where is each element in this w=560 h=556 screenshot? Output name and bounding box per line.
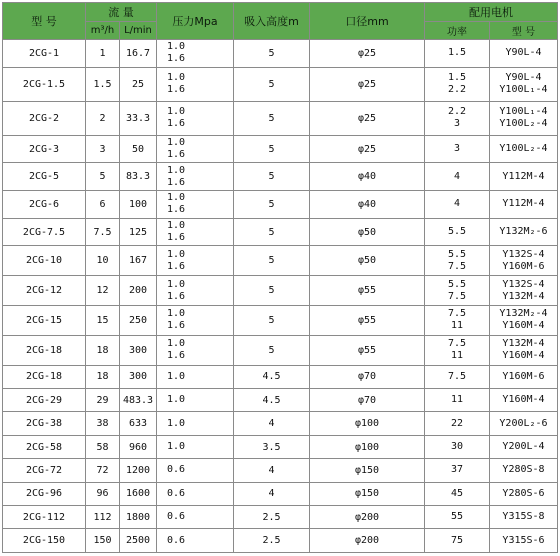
cell-model: 2CG-18 bbox=[3, 365, 86, 388]
cell-pressure bbox=[157, 246, 234, 276]
cell-power-line: 2.2 bbox=[447, 84, 467, 96]
cell-flow-lmin: 25 bbox=[120, 67, 157, 101]
cell-pressure bbox=[157, 335, 234, 365]
table-row bbox=[3, 276, 558, 306]
cell-power-line: 4 bbox=[453, 198, 461, 210]
cell-power-line: 37 bbox=[450, 464, 464, 476]
cell-power bbox=[425, 435, 490, 458]
cell-power bbox=[425, 40, 490, 68]
cell-motor-model-line: Y160M-4 bbox=[502, 394, 545, 406]
table-row bbox=[3, 335, 558, 365]
cell-pressure-line: 1.6 bbox=[167, 204, 186, 216]
cell-caliber: φ50 bbox=[310, 246, 425, 276]
cell-suction-height: 5 bbox=[234, 67, 310, 101]
cell-flow-lmin: 83.3 bbox=[120, 163, 157, 191]
cell-flow-lmin: 960 bbox=[120, 435, 157, 458]
cell-suction-height: 4.5 bbox=[234, 365, 310, 388]
table-row bbox=[3, 191, 558, 219]
cell-suction-height: 5 bbox=[234, 335, 310, 365]
cell-motor-model bbox=[490, 365, 558, 388]
cell-model: 2CG-10 bbox=[3, 246, 86, 276]
cell-power-line: 4 bbox=[453, 170, 461, 182]
cell-suction-height: 4.5 bbox=[234, 389, 310, 412]
cell-power-line: 7.5 bbox=[447, 290, 467, 302]
cell-power-line: 11 bbox=[450, 320, 464, 332]
cell-pressure-line: 1.0 bbox=[167, 106, 186, 118]
cell-pressure-line: 0.6 bbox=[167, 534, 186, 546]
table-row bbox=[3, 135, 558, 163]
cell-flow-lmin: 250 bbox=[120, 306, 157, 336]
cell-pressure bbox=[157, 435, 234, 458]
cell-motor-model bbox=[490, 482, 558, 505]
cell-model: 2CG-72 bbox=[3, 459, 86, 482]
cell-motor-model-line: Y132M₂-6 bbox=[499, 226, 548, 238]
cell-caliber: φ150 bbox=[310, 459, 425, 482]
cell-power-line: 5.5 bbox=[447, 248, 467, 260]
cell-motor-model bbox=[490, 218, 558, 246]
cell-motor-model bbox=[490, 389, 558, 412]
cell-suction-height: 5 bbox=[234, 218, 310, 246]
cell-suction-height: 2.5 bbox=[234, 529, 310, 553]
table-row bbox=[3, 435, 558, 458]
cell-power-line: 1.5 bbox=[447, 72, 467, 84]
cell-motor-model-line: Y90L-4 bbox=[505, 47, 542, 59]
cell-flow-m3h: 29 bbox=[86, 389, 120, 412]
cell-motor-model bbox=[490, 506, 558, 529]
table-row bbox=[3, 218, 558, 246]
cell-caliber: φ40 bbox=[310, 163, 425, 191]
cell-motor-model-line: Y132M-4 bbox=[502, 290, 545, 302]
cell-suction-height: 5 bbox=[234, 40, 310, 68]
cell-caliber: φ50 bbox=[310, 218, 425, 246]
header-caliber: 口径mm bbox=[310, 3, 425, 40]
header-motor: 配用电机 bbox=[425, 3, 558, 22]
cell-power-line: 30 bbox=[450, 441, 464, 453]
cell-caliber: φ55 bbox=[310, 276, 425, 306]
cell-model: 2CG-5 bbox=[3, 163, 86, 191]
cell-model: 2CG-38 bbox=[3, 412, 86, 435]
cell-pressure-line: 1.6 bbox=[167, 118, 186, 130]
cell-motor-model bbox=[490, 276, 558, 306]
cell-pressure bbox=[157, 459, 234, 482]
cell-pressure-line: 1.0 bbox=[167, 248, 186, 260]
cell-motor-model-line: Y100L₁-4 bbox=[499, 106, 548, 118]
cell-pressure bbox=[157, 306, 234, 336]
table-row bbox=[3, 40, 558, 68]
cell-motor-model-line: Y100L₂-4 bbox=[499, 143, 548, 155]
cell-caliber: φ150 bbox=[310, 482, 425, 505]
cell-model: 2CG-15 bbox=[3, 306, 86, 336]
cell-motor-model-line: Y90L-4 bbox=[505, 72, 542, 84]
cell-flow-lmin: 483.3 bbox=[120, 389, 157, 412]
cell-caliber: φ55 bbox=[310, 335, 425, 365]
table-row bbox=[3, 389, 558, 412]
cell-motor-model-line: Y315S-8 bbox=[502, 511, 545, 523]
cell-suction-height: 5 bbox=[234, 276, 310, 306]
cell-flow-m3h: 112 bbox=[86, 506, 120, 529]
cell-pressure-line: 1.0 bbox=[167, 192, 186, 204]
table-row bbox=[3, 506, 558, 529]
cell-flow-lmin: 125 bbox=[120, 218, 157, 246]
cell-flow-m3h: 12 bbox=[86, 276, 120, 306]
table-body bbox=[3, 40, 558, 553]
cell-flow-lmin: 633 bbox=[120, 412, 157, 435]
cell-pressure-line: 1.0 bbox=[167, 338, 186, 350]
cell-power bbox=[425, 459, 490, 482]
cell-power-line: 45 bbox=[450, 487, 464, 499]
cell-caliber: φ100 bbox=[310, 412, 425, 435]
cell-pressure bbox=[157, 101, 234, 135]
cell-power-line: 7.5 bbox=[447, 260, 467, 272]
cell-pressure-line: 1.0 bbox=[167, 308, 186, 320]
cell-motor-model bbox=[490, 163, 558, 191]
cell-model: 2CG-1 bbox=[3, 40, 86, 68]
cell-flow-lmin: 300 bbox=[120, 335, 157, 365]
table-row bbox=[3, 459, 558, 482]
cell-power-line: 7.5 bbox=[447, 370, 467, 382]
cell-pressure-line: 1.6 bbox=[167, 320, 186, 332]
cell-power bbox=[425, 246, 490, 276]
cell-power-line: 11 bbox=[450, 350, 464, 362]
cell-pressure bbox=[157, 135, 234, 163]
cell-flow-m3h: 10 bbox=[86, 246, 120, 276]
cell-motor-model bbox=[490, 246, 558, 276]
cell-power bbox=[425, 101, 490, 135]
cell-flow-m3h: 3 bbox=[86, 135, 120, 163]
header-power: 功率 bbox=[425, 22, 490, 40]
cell-power bbox=[425, 276, 490, 306]
pump-spec-table bbox=[2, 2, 558, 553]
cell-pressure bbox=[157, 412, 234, 435]
table-row bbox=[3, 67, 558, 101]
cell-motor-model-line: Y280S-8 bbox=[502, 464, 545, 476]
cell-power bbox=[425, 67, 490, 101]
cell-model: 2CG-12 bbox=[3, 276, 86, 306]
cell-model: 2CG-3 bbox=[3, 135, 86, 163]
cell-suction-height: 5 bbox=[234, 246, 310, 276]
cell-power-line: 5.5 bbox=[447, 226, 467, 238]
cell-caliber: φ25 bbox=[310, 135, 425, 163]
cell-suction-height: 5 bbox=[234, 101, 310, 135]
cell-pressure-line: 1.0 bbox=[167, 370, 186, 382]
cell-motor-model-line: Y100L₂-4 bbox=[499, 118, 548, 130]
cell-pressure bbox=[157, 67, 234, 101]
cell-flow-m3h: 18 bbox=[86, 365, 120, 388]
cell-motor-model bbox=[490, 101, 558, 135]
cell-power-line: 55 bbox=[450, 511, 464, 523]
cell-pressure bbox=[157, 40, 234, 68]
cell-caliber: φ25 bbox=[310, 67, 425, 101]
cell-motor-model bbox=[490, 335, 558, 365]
cell-power-line: 2.2 bbox=[447, 106, 467, 118]
cell-caliber: φ40 bbox=[310, 191, 425, 219]
cell-flow-lmin: 200 bbox=[120, 276, 157, 306]
header-flow-lmin: L/min bbox=[120, 22, 157, 40]
cell-power-line: 7.5 bbox=[447, 308, 467, 320]
cell-pressure bbox=[157, 389, 234, 412]
cell-pressure-line: 1.0 bbox=[167, 417, 186, 429]
cell-model: 2CG-7.5 bbox=[3, 218, 86, 246]
cell-motor-model bbox=[490, 67, 558, 101]
cell-flow-lmin: 1600 bbox=[120, 482, 157, 505]
cell-caliber: φ200 bbox=[310, 529, 425, 553]
cell-pressure bbox=[157, 276, 234, 306]
cell-power-line: 75 bbox=[450, 534, 464, 546]
cell-flow-m3h: 7.5 bbox=[86, 218, 120, 246]
cell-caliber: φ25 bbox=[310, 101, 425, 135]
header-flow: 流 量 bbox=[86, 3, 157, 22]
cell-pressure bbox=[157, 482, 234, 505]
cell-suction-height: 2.5 bbox=[234, 506, 310, 529]
cell-motor-model bbox=[490, 435, 558, 458]
cell-power bbox=[425, 529, 490, 553]
table-row bbox=[3, 163, 558, 191]
cell-flow-m3h: 150 bbox=[86, 529, 120, 553]
cell-suction-height: 5 bbox=[234, 191, 310, 219]
table-row bbox=[3, 365, 558, 388]
cell-pressure-line: 1.6 bbox=[167, 290, 186, 302]
cell-model: 2CG-150 bbox=[3, 529, 86, 553]
cell-motor-model bbox=[490, 191, 558, 219]
cell-flow-lmin: 33.3 bbox=[120, 101, 157, 135]
cell-flow-lmin: 300 bbox=[120, 365, 157, 388]
cell-motor-model-line: Y160M-4 bbox=[502, 320, 545, 332]
cell-pressure-line: 1.6 bbox=[167, 260, 186, 272]
cell-power-line: 3 bbox=[453, 118, 461, 130]
cell-motor-model-line: Y315S-6 bbox=[502, 534, 545, 546]
cell-motor-model-line: Y160M-4 bbox=[502, 350, 545, 362]
cell-power bbox=[425, 506, 490, 529]
cell-pressure-line: 0.6 bbox=[167, 511, 186, 523]
cell-power bbox=[425, 306, 490, 336]
cell-suction-height: 5 bbox=[234, 135, 310, 163]
cell-model: 2CG-18 bbox=[3, 335, 86, 365]
cell-flow-m3h: 15 bbox=[86, 306, 120, 336]
cell-flow-m3h: 2 bbox=[86, 101, 120, 135]
cell-pressure bbox=[157, 163, 234, 191]
cell-suction-height: 4 bbox=[234, 482, 310, 505]
cell-flow-m3h: 72 bbox=[86, 459, 120, 482]
header-pressure: 压力Mpa bbox=[157, 3, 234, 40]
cell-pressure-line: 1.6 bbox=[167, 149, 186, 161]
cell-caliber: φ70 bbox=[310, 365, 425, 388]
cell-pressure-line: 1.6 bbox=[167, 84, 186, 96]
header-flow-m3h: m³/h bbox=[86, 22, 120, 40]
cell-model: 2CG-2 bbox=[3, 101, 86, 135]
cell-motor-model-line: Y200L₂-6 bbox=[499, 417, 548, 429]
cell-pressure-line: 1.0 bbox=[167, 41, 186, 53]
cell-flow-m3h: 58 bbox=[86, 435, 120, 458]
cell-caliber: φ25 bbox=[310, 40, 425, 68]
cell-suction-height: 5 bbox=[234, 163, 310, 191]
cell-flow-lmin: 100 bbox=[120, 191, 157, 219]
cell-flow-m3h: 18 bbox=[86, 335, 120, 365]
cell-power bbox=[425, 482, 490, 505]
cell-flow-m3h: 1.5 bbox=[86, 67, 120, 101]
cell-pressure bbox=[157, 529, 234, 553]
cell-power bbox=[425, 365, 490, 388]
cell-power bbox=[425, 135, 490, 163]
cell-motor-model bbox=[490, 40, 558, 68]
cell-motor-model bbox=[490, 135, 558, 163]
cell-flow-m3h: 1 bbox=[86, 40, 120, 68]
cell-motor-model bbox=[490, 459, 558, 482]
cell-suction-height: 3.5 bbox=[234, 435, 310, 458]
cell-suction-height: 4 bbox=[234, 459, 310, 482]
cell-pressure-line: 1.0 bbox=[167, 72, 186, 84]
cell-pressure bbox=[157, 191, 234, 219]
cell-pressure-line: 1.0 bbox=[167, 220, 186, 232]
cell-model: 2CG-1.5 bbox=[3, 67, 86, 101]
cell-caliber: φ200 bbox=[310, 506, 425, 529]
cell-pressure-line: 1.6 bbox=[167, 350, 186, 362]
cell-power bbox=[425, 389, 490, 412]
cell-caliber: φ100 bbox=[310, 435, 425, 458]
cell-motor-model bbox=[490, 529, 558, 553]
header-motor-model: 型 号 bbox=[490, 22, 558, 40]
table-row bbox=[3, 306, 558, 336]
cell-pressure-line: 1.0 bbox=[167, 394, 186, 406]
cell-power-line: 7.5 bbox=[447, 338, 467, 350]
cell-motor-model-line: Y132M-4 bbox=[502, 338, 545, 350]
cell-model: 2CG-6 bbox=[3, 191, 86, 219]
cell-pressure-line: 0.6 bbox=[167, 487, 186, 499]
cell-pressure-line: 1.0 bbox=[167, 278, 186, 290]
cell-pressure bbox=[157, 365, 234, 388]
cell-motor-model-line: Y132S-4 bbox=[502, 278, 545, 290]
cell-flow-lmin: 167 bbox=[120, 246, 157, 276]
table-row bbox=[3, 412, 558, 435]
cell-motor-model bbox=[490, 306, 558, 336]
cell-motor-model bbox=[490, 412, 558, 435]
cell-model: 2CG-112 bbox=[3, 506, 86, 529]
cell-motor-model-line: Y132M₂-4 bbox=[499, 308, 548, 320]
cell-power-line: 22 bbox=[450, 417, 464, 429]
cell-flow-m3h: 5 bbox=[86, 163, 120, 191]
cell-pressure-line: 1.6 bbox=[167, 53, 186, 65]
cell-model: 2CG-58 bbox=[3, 435, 86, 458]
cell-power-line: 3 bbox=[453, 143, 461, 155]
cell-model: 2CG-96 bbox=[3, 482, 86, 505]
cell-pressure-line: 1.6 bbox=[167, 232, 186, 244]
cell-suction-height: 5 bbox=[234, 306, 310, 336]
cell-motor-model-line: Y112M-4 bbox=[502, 198, 545, 210]
cell-pressure-line: 1.0 bbox=[167, 441, 186, 453]
cell-pressure-line: 1.0 bbox=[167, 164, 186, 176]
cell-motor-model-line: Y200L-4 bbox=[502, 441, 545, 453]
cell-suction-height: 4 bbox=[234, 412, 310, 435]
cell-motor-model-line: Y112M-4 bbox=[502, 170, 545, 182]
table-row bbox=[3, 482, 558, 505]
cell-flow-lmin: 1800 bbox=[120, 506, 157, 529]
cell-flow-lmin: 50 bbox=[120, 135, 157, 163]
cell-motor-model-line: Y100L₁-4 bbox=[499, 84, 548, 96]
cell-power-line: 1.5 bbox=[447, 47, 467, 59]
cell-power bbox=[425, 163, 490, 191]
table-row bbox=[3, 529, 558, 553]
cell-pressure-line: 1.0 bbox=[167, 137, 186, 149]
cell-pressure bbox=[157, 218, 234, 246]
cell-power bbox=[425, 412, 490, 435]
cell-motor-model-line: Y160M-6 bbox=[502, 260, 545, 272]
cell-model: 2CG-29 bbox=[3, 389, 86, 412]
cell-flow-m3h: 6 bbox=[86, 191, 120, 219]
cell-flow-lmin: 1200 bbox=[120, 459, 157, 482]
cell-pressure bbox=[157, 506, 234, 529]
header-suction-height: 吸入高度m bbox=[234, 3, 310, 40]
cell-flow-m3h: 96 bbox=[86, 482, 120, 505]
cell-pressure-line: 1.6 bbox=[167, 176, 186, 188]
cell-caliber: φ55 bbox=[310, 306, 425, 336]
cell-power-line: 5.5 bbox=[447, 278, 467, 290]
cell-motor-model-line: Y160M-6 bbox=[502, 370, 545, 382]
cell-motor-model-line: Y280S-6 bbox=[502, 487, 545, 499]
cell-motor-model-line: Y132S-4 bbox=[502, 248, 545, 260]
cell-power bbox=[425, 191, 490, 219]
table-row bbox=[3, 246, 558, 276]
cell-pressure-line: 0.6 bbox=[167, 464, 186, 476]
cell-power-line: 11 bbox=[450, 394, 464, 406]
cell-flow-m3h: 38 bbox=[86, 412, 120, 435]
cell-flow-lmin: 2500 bbox=[120, 529, 157, 553]
cell-caliber: φ70 bbox=[310, 389, 425, 412]
cell-power bbox=[425, 218, 490, 246]
header-model: 型 号 bbox=[3, 3, 86, 40]
cell-flow-lmin: 16.7 bbox=[120, 40, 157, 68]
table-row bbox=[3, 101, 558, 135]
cell-power bbox=[425, 335, 490, 365]
